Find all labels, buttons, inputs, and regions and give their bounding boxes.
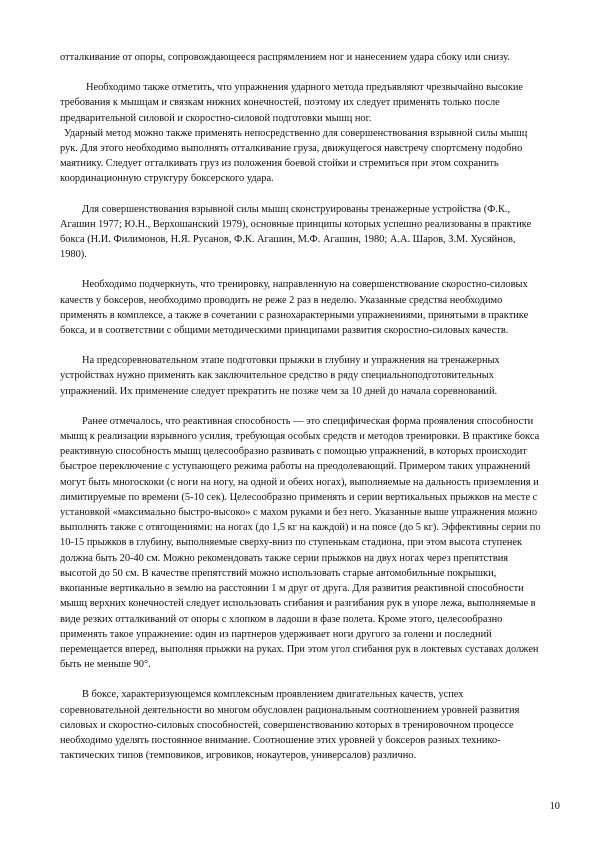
paragraph-pre-competition: На предсоревновательном этапе подготовки прыжки в глубину и упражнения на тренажерных устройствах нужно применять как заключительное средство в ряду специальноподготовительных упражнений. Их применение следует прекратить не позже чем за 10 дней до начала соревнований.: [60, 355, 500, 397]
paragraph-warning: Необходимо также отметить, что упражнения ударного метода предъявляют чрезвычайно высокие требования к мышцам и связкам нижних конечностей, поэтому их следует применять только после предварительной силовой и скоростно-силовой подготовки мышц ног.: [60, 82, 524, 124]
paragraph-arm-method: Ударный метод можно также применять непосредственно для совершенствования взрывной силы мышц рук. Для этого необходимо выполнять отталкивание груза, движущегося навстречу спортсмену подобно маятнику. Следует отталкивать груз из положения боевой стойки и стремиться при этом сохранить координационную структуру боксерского удара.: [60, 127, 528, 185]
paragraph-weekly-training: Необходимо подчеркнуть, что тренировку, направленную на совершенствование скоростно-силовых качеств у боксеров, необходимо проводить не реже 2 раз в неделю. Указанные средства необходимо применять в комплексе, а также в сочетании с разнохарактерными упражнениями, принятыми в практике бокса, и в соответствии с общими методическими принципами развития скоростно-силовых качеств.: [60, 279, 529, 337]
body-text: [60, 50, 542, 763]
page-number: 10: [549, 801, 560, 812]
paragraph-reactive-ability: Ранее отмечалось, что реактивная способность — это специфическая форма проявления способности мышц к реализации взрывного усилия, требующая особых средств и методов тренировки. В практике бокса реактивную способность мышц целесообразно развивать с помощью упражнений, в которых происходит быстрое переключение с уступающего режима работы на преодолевающий. Примером таких упражнений могут быть многоскоки (с ноги на ногу, на одной и обеих ногах), выполняемые на дальность приземления и лимитируемые по времени (5-10 сек). Целесообразно применять и серии вертикальных прыжков на месте с установкой «максимально быстро-высоко» с махом руками и без него. Указанные выше упражнения можно выполнять также с отягощениями: на ногах (до 1,5 кг на каждой) и на поясе (до 5 кг). Эффективны серии по 10-15 прыжков в глубину, выполняемые сверху-вниз по ступенькам стадиона, при этом высота ступенек должна быть 20-40 см. Можно рекомендовать также серии прыжков на двух ногах через препятствия высотой до 50 см. В качестве препятствий можно использовать старые автомобильные покрышки, вкопанные вертикально в землю на расстоянии 1 м друг от друга. Для развития реактивной способности мышц верхних конечностей следует использовать сгибания и разгибания рук в упоре лежа, выполняемые в виде резких отталкиваний от опоры с хлопком в ладоши в фазе полета. Кроме этого, целесообразно применять такое упражнение: один из партнеров удерживает ноги другого за голени и последний перемещается вперед, выполняя прыжки на руках. При этом угол сгибания рук в локтевых суставах должен быть не меньше 90°.: [60, 415, 541, 671]
paragraph-continuation: отталкивание от опоры, сопровождающееся распрямлением ног и нанесением удара сбоку или снизу.: [60, 52, 510, 63]
paragraph-boxing-qualities: В боксе, характеризующемся комплексным проявлением двигательных качеств, успех соревновательной деятельности во многом обусловлен рациональным соотношением уровней развития силовых и скоростно-силовых способностей, совершенствованию которых в тренировочном процессе необходимо уделять постоянное внимание. Соотношение этих уровней у боксеров разных технико-тактических типов (темповиков, игровиков, нокаутеров, универсалов) различно.: [60, 689, 520, 762]
paragraph-training-devices: Для совершенствования взрывной силы мышц сконструированы тренажерные устройства (Ф.К., Агашин 1977; Ю.Н., Верхошанский 1979), основные принципы которых успешно реализованы в практике бокса (Н.И. Филимонов, Н.Я. Русанов, Ф.К. Агашин, М.Ф. Агашин, 1980; А.А. Шаров, З.М. Хусяйнов, 1980).: [60, 203, 532, 261]
